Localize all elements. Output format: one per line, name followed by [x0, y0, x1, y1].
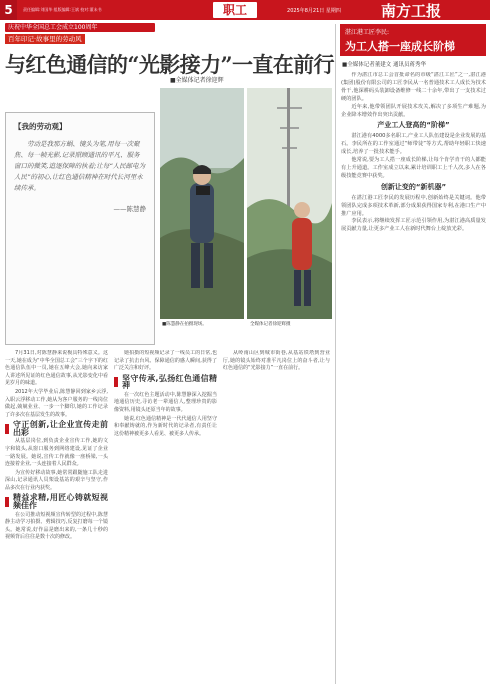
quote-box-title: 【我的劳动观】 — [14, 122, 67, 131]
paragraph: 在一次红色主题活动中,陈慧静深入挖掘当地通信历史,寻访老一辈通信人,整理珍贵的影像资料,用镜头还原当年的故事。 — [114, 391, 217, 413]
sidebar-title: 为工人搭一座成长阶梯 — [345, 40, 455, 53]
paragraph: 从岭南山区到城市街巷,从基站铁塔到营业厅,她的镜头始终对准平凡岗位上的奋斗者,让与红色通信的“光影接力”一直在前行。 — [223, 350, 330, 372]
photo-caption-left: ■陈慧静在拍摄现场。 — [162, 322, 207, 327]
sidebar-article — [341, 72, 486, 684]
photographer-photo — [160, 88, 244, 319]
column-divider — [335, 24, 336, 684]
paragraph: 从基层岗位,到负责企业宣传工作,她的文字和镜头,从窗口服务到网络建设,见证了企业一路发展。她说,宣传工作就像一座桥梁,一头连接着企业,一头连接着人民群众。 — [5, 438, 108, 468]
subheading-2 — [5, 493, 108, 510]
topic-tag: 庆祝中华全国总工会成立100周年 — [5, 23, 155, 32]
sidebar-subheading-1: 产业工人登高的“阶梯” — [377, 121, 450, 130]
sidebar-subheading-2: 创新让变的“新机器” — [380, 182, 447, 191]
paragraph: 在湛江港工匠李民的发展历程中,创新始终是关键词。他带领团队完成多项技术革新,部分成果获得国家专利,在港口生产中推广应用。 — [341, 194, 486, 217]
sidebar-kicker: 湛江港工匠李民: — [345, 29, 390, 36]
subheading-1 — [5, 422, 108, 435]
field-photo — [247, 88, 332, 319]
sidebar-title-box — [340, 24, 486, 56]
page-number: 5 — [0, 0, 17, 20]
subheading-bar — [114, 377, 118, 387]
paragraph: 在公司推动短视频宣传转型的过程中,陈慧静主动学习拍摄、剪辑技巧,反复打磨每一个镜头。她常说,好作品是磨出来的,一条几十秒的视频背后往往是数十次的修改。 — [5, 511, 108, 541]
quote-box — [5, 112, 155, 345]
page-header — [0, 0, 490, 20]
subheading-bar — [5, 497, 9, 507]
paragraph: 近年来,他带领团队开展技术攻关,解决了多项生产难题,为企业降本增效作出突出贡献。 — [341, 103, 486, 118]
photo-caption-right: 全媒体记者徐迎辉摄 — [250, 322, 291, 327]
byline: ■全媒体记者徐迎辉 — [170, 77, 224, 84]
photo-right — [247, 88, 332, 319]
paragraph: 他常说,要为工人搭一座成长阶梯,让每个肯学肯干的人都能有上升通道。工作室成立以来,累计培训职工上千人次,多人在各级技能竞赛中获奖。 — [341, 157, 486, 179]
paragraph: 李民表示,将继续发挥工匠示范引领作用,为湛江港高质量发展贡献力量,让更多产业工人在新时代舞台上绽放光彩。 — [341, 218, 486, 233]
sidebar-byline: ■全媒体记者董建文 通讯员蒋秀华 — [342, 62, 426, 68]
issue-date: 2025年8月21日 星期四 — [287, 7, 341, 14]
quote-box-signature: ——陈慧静 — [113, 205, 146, 213]
paragraph: 她拍摄的短视频记录了一线员工的日常,也记录了抗击台风、保障通信的感人瞬间,获得了广泛关注和好评。 — [114, 350, 217, 372]
column-tag: 百年印记·故事里的劳动风 — [5, 34, 85, 44]
paragraph: 7月31日,对陈慧静来说极具特殊意义。这一天,她在成为“中华全国总工会”三个字下的红色通信队伍中一员,她在五峰大会,她向来访家人讲述所见证的红色通信故事,从光影变化中看见岁月的味道。 — [5, 350, 108, 387]
article-column-1 — [5, 350, 108, 680]
paragraph: 作为湛江市总工会首批命名的市级“湛江工匠”之一,湛江港(集团)股份有限公司的工匠李民从一名普通技术工人成长为技术骨干,他深耕码头装卸设备维修一线二十余年,带出了一支技术过硬的团队。 — [341, 72, 486, 102]
paragraph: 2012年大学毕业后,陈慧静回到家乡云浮,入职云浮移动工作,她从为客户服务的一线岗位做起,兢兢业业、一步一个脚印,她的工作记录了许多次在基层发生的故事。 — [5, 388, 108, 418]
subheading-bar — [5, 424, 9, 434]
section-title: 职工 — [213, 2, 257, 18]
article-column-2 — [114, 350, 217, 680]
subheading-3 — [114, 373, 217, 391]
headline: 与红色通信的“光影接力”一直在前行 — [5, 52, 334, 77]
newspaper-brand: 南方工报 — [381, 1, 442, 20]
photo-group — [160, 88, 332, 331]
quote-box-body: 劳动是我那方蜗、镜头为笔,用每一次聚焦、每一帧光影,记录照顾通讯的平凡、服务窗口的微笑,追逐保障的执着;让每“人民邮电为人民”的初心,让红色通信精神在时代长河里永续传承。 — [14, 140, 146, 192]
paragraph: 为宣传好移动故事,她常常跟随施工队走进深山,记录通讯人员架设基站的艰辛与坚守,作品多次在行业内获奖。 — [5, 469, 108, 491]
paragraph: 她说,红色通信精神是一代代通信人用坚守和奉献铸就的,作为新时代的记录者,有责任让这份精神被更多人看见、被更多人传承。 — [114, 415, 217, 437]
subheading-text: 精益求精,用匠心铸就短视频佳作 — [13, 493, 108, 510]
subheading-text: 守正创新,让企业宣传走前出彩 — [13, 420, 108, 437]
paragraph: 湛江港有4000多名职工,产业工人队伍建设是企业发展的基石。李民所在的工作室通过“师带徒”等方式,帮助年轻职工快速成长,培养了一批技术能手。 — [341, 133, 486, 156]
subheading-text: 坚守传承,弘扬红色通信精神 — [122, 373, 217, 391]
editor-line: 责任编辑:刘国华 组版编辑:王斌 校对:董未书 — [23, 7, 102, 12]
photo-left — [160, 88, 244, 319]
article-column-3 — [223, 350, 330, 680]
